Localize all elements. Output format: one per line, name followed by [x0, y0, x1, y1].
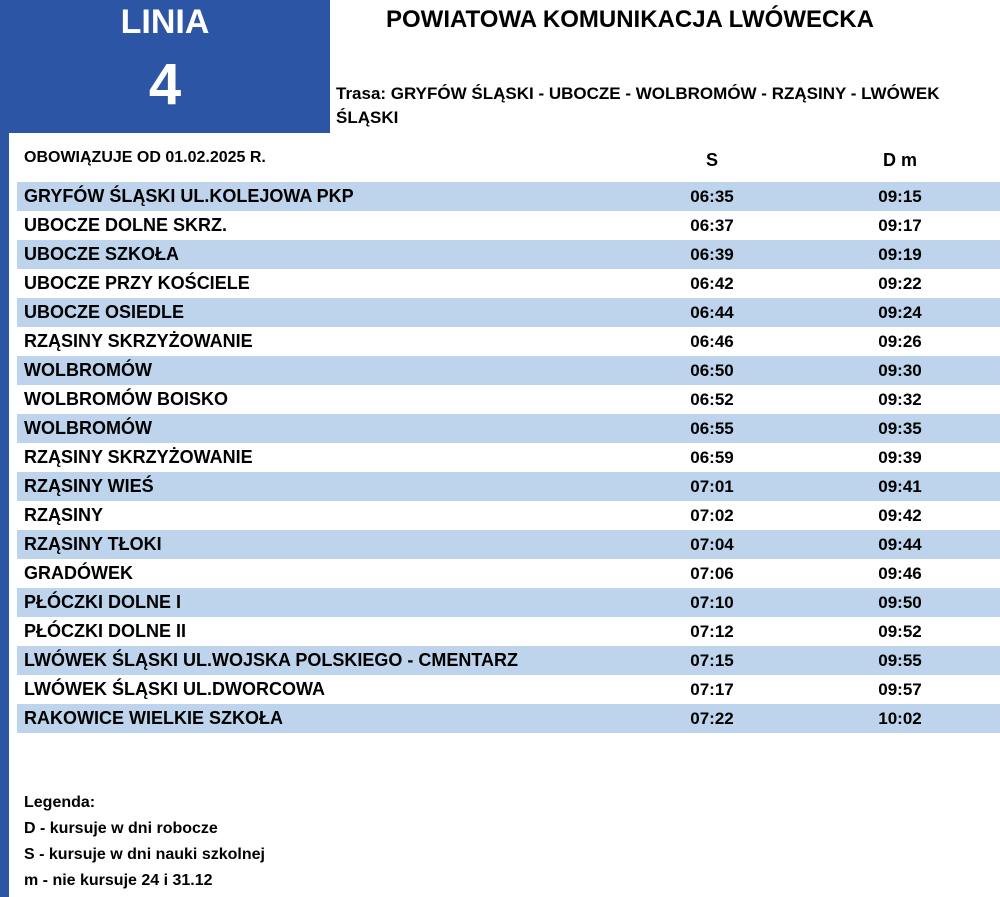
table-row	[17, 269, 1000, 298]
stop-name: LWÓWEK ŚLĄSKI UL.DWORCOWA	[24, 679, 325, 699]
time-s: 06:55	[690, 418, 734, 438]
time-s: 06:35	[690, 186, 734, 206]
time-s: 06:39	[690, 244, 734, 264]
time-s: 06:37	[690, 215, 734, 235]
stop-name: RZĄSINY SKRZYŻOWANIE	[24, 447, 253, 467]
table-row	[17, 182, 1000, 211]
time-s: 07:10	[690, 592, 734, 612]
stop-name: PŁÓCZKI DOLNE II	[24, 621, 186, 641]
time-d-m: 09:39	[878, 447, 922, 467]
legend	[24, 790, 265, 894]
legend-item-s: S - kursuje w dni nauki szkolnej	[24, 846, 265, 863]
time-s: 06:44	[690, 302, 734, 322]
time-d-m: 09:26	[878, 331, 922, 351]
legend-item-d: D - kursuje w dni robocze	[24, 820, 218, 837]
line-badge	[0, 0, 330, 133]
table-row	[17, 559, 1000, 588]
table-row	[17, 646, 1000, 675]
time-d-m: 09:32	[878, 389, 922, 409]
time-s: 06:50	[690, 360, 734, 380]
line-label: LINIA	[120, 3, 210, 41]
left-accent-strip	[0, 0, 9, 897]
stop-name: GRADÓWEK	[24, 563, 133, 583]
column-header-s: S	[705, 150, 718, 170]
stop-name: UBOCZE PRZY KOŚCIELE	[24, 273, 250, 293]
time-s: 07:12	[690, 621, 734, 641]
time-s: 07:22	[690, 708, 734, 728]
time-s: 07:06	[690, 563, 734, 583]
legend-item-m: m - nie kursuje 24 i 31.12	[24, 872, 213, 889]
table-row	[17, 588, 1000, 617]
time-d-m: 09:46	[878, 563, 922, 583]
table-row	[17, 704, 1000, 733]
time-d-m: 09:42	[878, 505, 922, 525]
table-row	[17, 211, 1000, 240]
valid-from: OBOWIĄZUJE OD 01.02.2025 R.	[24, 149, 266, 166]
time-d-m: 09:57	[878, 679, 922, 699]
stop-name: RZĄSINY SKRZYŻOWANIE	[24, 331, 253, 351]
table-row	[17, 675, 1000, 704]
time-d-m: 09:22	[878, 273, 922, 293]
table-row	[17, 472, 1000, 501]
time-s: 07:17	[690, 679, 734, 699]
line-number: 4	[148, 52, 182, 117]
time-s: 06:42	[690, 273, 734, 293]
stop-name: RAKOWICE WIELKIE SZKOŁA	[24, 708, 283, 728]
time-d-m: 10:02	[878, 708, 922, 728]
stop-name: WOLBROMÓW BOISKO	[24, 389, 228, 409]
table-row	[17, 327, 1000, 356]
stop-name: WOLBROMÓW	[24, 360, 152, 380]
table-row	[17, 240, 1000, 269]
table-row	[17, 617, 1000, 646]
time-d-m: 09:24	[878, 302, 922, 322]
time-d-m: 09:55	[878, 650, 922, 670]
time-s: 06:59	[690, 447, 734, 467]
time-d-m: 09:19	[878, 244, 922, 264]
time-s: 07:15	[690, 650, 734, 670]
route-description: Trasa: GRYFÓW ŚLĄSKI - UBOCZE - WOLBROMÓW - RZĄSINY - LWÓWEK ŚLĄSKI	[336, 84, 940, 127]
table-row	[17, 385, 1000, 414]
time-d-m: 09:44	[878, 534, 922, 554]
time-d-m: 09:41	[878, 476, 922, 496]
stop-name: LWÓWEK ŚLĄSKI UL.WOJSKA POLSKIEGO - CMENTARZ	[24, 650, 518, 670]
legend-title: Legenda:	[24, 794, 96, 811]
table-row	[17, 356, 1000, 385]
table-row	[17, 443, 1000, 472]
time-s: 06:52	[690, 389, 734, 409]
stop-name: UBOCZE SZKOŁA	[24, 244, 179, 264]
time-d-m: 09:30	[878, 360, 922, 380]
table-row	[17, 298, 1000, 327]
column-header-d-m: D m	[882, 150, 917, 170]
table-row	[17, 501, 1000, 530]
stop-name: RZĄSINY WIEŚ	[24, 476, 154, 496]
time-s: 06:46	[690, 331, 734, 351]
company-title: POWIATOWA KOMUNIKACJA LWÓWECKA	[386, 6, 874, 33]
time-d-m: 09:50	[878, 592, 922, 612]
stop-name: RZĄSINY TŁOKI	[24, 534, 162, 554]
stop-name: RZĄSINY	[24, 505, 104, 525]
timetable	[17, 182, 1000, 733]
time-d-m: 09:17	[878, 215, 922, 235]
stop-name: GRYFÓW ŚLĄSKI UL.KOLEJOWA PKP	[24, 186, 354, 206]
time-d-m: 09:15	[878, 186, 922, 206]
time-d-m: 09:52	[878, 621, 922, 641]
stop-name: UBOCZE DOLNE SKRZ.	[24, 215, 228, 235]
time-d-m: 09:35	[878, 418, 922, 438]
time-s: 07:02	[690, 505, 734, 525]
time-s: 07:01	[690, 476, 734, 496]
table-row	[17, 414, 1000, 443]
stop-name: WOLBROMÓW	[24, 418, 152, 438]
stop-name: UBOCZE OSIEDLE	[24, 302, 185, 322]
time-s: 07:04	[690, 534, 734, 554]
stop-name: PŁÓCZKI DOLNE I	[24, 592, 181, 612]
table-row	[17, 530, 1000, 559]
